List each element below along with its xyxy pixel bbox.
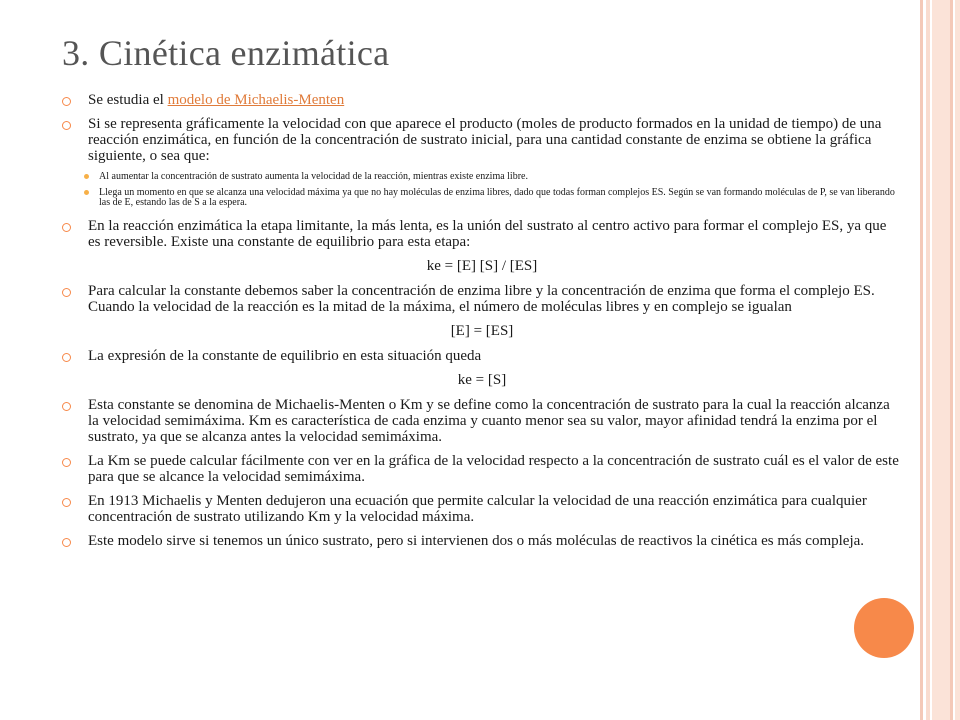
bullet-icon [62, 223, 71, 232]
list-item [62, 533, 902, 549]
item-text: Este modelo sirve si tenemos un único sustrato, pero si intervienen dos o más moléculas de reactivos la cinética es más compleja. [88, 533, 865, 549]
item-text: Si se representa gráficamente la velocidad con que aparece el producto (moles de producto formados en la unidad de tiempo) de una reacción enzimática, en función de la concentración de sustrato inicial, para una cantidad constante de enzima se obtiene la gráfica siguiente, o sea que: [88, 116, 882, 164]
bullet-icon [62, 121, 71, 130]
sub-bullet-icon [84, 174, 89, 179]
list-item [62, 493, 902, 525]
list-item [62, 348, 902, 364]
item-text: En 1913 Michaelis y Menten dedujeron una ecuación que permite calcular la velocidad de una reacción enzimática para cualquier concentración de sustrato utilizando Km y la velocidad máxima. [88, 493, 867, 525]
list-item [62, 92, 902, 108]
bullet-icon [62, 458, 71, 467]
sub-item-text: Llega un momento en que se alcanza una velocidad máxima ya que no hay moléculas de enzima libres, dado que todas forman complejos ES. Según se van formando moléculas de P, se van liberando las de E, estando las de S a la espera. [99, 187, 895, 208]
slide-body [62, 92, 902, 557]
decorative-stripe [920, 0, 923, 720]
sub-bullet-icon [84, 190, 89, 195]
sub-list-item [62, 188, 902, 208]
bullet-icon [62, 538, 71, 547]
michaelis-menten-link[interactable]: modelo de Michaelis-Menten [167, 92, 345, 108]
item-text: La expresión de la constante de equilibrio en esta situación queda [88, 348, 482, 364]
decorative-stripe [950, 0, 953, 720]
formula-ke-simplified: ke = [S] [457, 372, 507, 388]
list-item [62, 283, 902, 315]
formula-ke: ke = [E] [S] / [ES] [426, 258, 538, 274]
decorative-stripe [926, 0, 930, 720]
bullet-icon [62, 288, 71, 297]
item-text: Para calcular la constante debemos saber la concentración de enzima libre y la concentración de enzima que forma el complejo ES. Cuando la velocidad de la reacción es la mitad de la máxima, el número de moléculas libres y en complejo se igualan [88, 283, 875, 315]
bullet-icon [62, 402, 71, 411]
sub-list-item [62, 172, 902, 182]
list-item [62, 453, 902, 485]
item-text: En la reacción enzimática la etapa limitante, la más lenta, es la unión del sustrato al centro activo para formar el complejo ES, ya que es reversible. Existe una constante de equilibrio para esta etapa: [88, 218, 887, 250]
decorative-stripe [932, 0, 950, 720]
item-text: Se estudia el [88, 92, 168, 108]
item-text: Esta constante se denomina de Michaelis-Menten o Km y se define como la concentración de sustrato para la cual la reacción alcanza la velocidad semimáxima. Km es característica de cada enzima y cuanto menor sea su valor, mayor afinidad tendrá la enzima por el sustrato, ya que se alcanza antes la velocidad semimáxima. [88, 397, 890, 445]
bullet-icon [62, 498, 71, 507]
list-item [62, 397, 902, 445]
sub-item-text: Al aumentar la concentración de sustrato aumenta la velocidad de la reacción, mientras existe enzima libre. [99, 171, 528, 182]
bullet-icon [62, 353, 71, 362]
list-item [62, 116, 902, 164]
bullet-icon [62, 97, 71, 106]
decorative-stripe [955, 0, 960, 720]
accent-circle [854, 598, 914, 658]
list-item [62, 218, 902, 250]
item-text: La Km se puede calcular fácilmente con ver en la gráfica de la velocidad respecto a la concentración de sustrato cuál es el valor de este para que se alcance la velocidad semimáxima. [88, 453, 899, 485]
formula-equality: [E] = [ES] [450, 323, 514, 339]
slide-title: 3. Cinética enzimática [62, 33, 390, 73]
